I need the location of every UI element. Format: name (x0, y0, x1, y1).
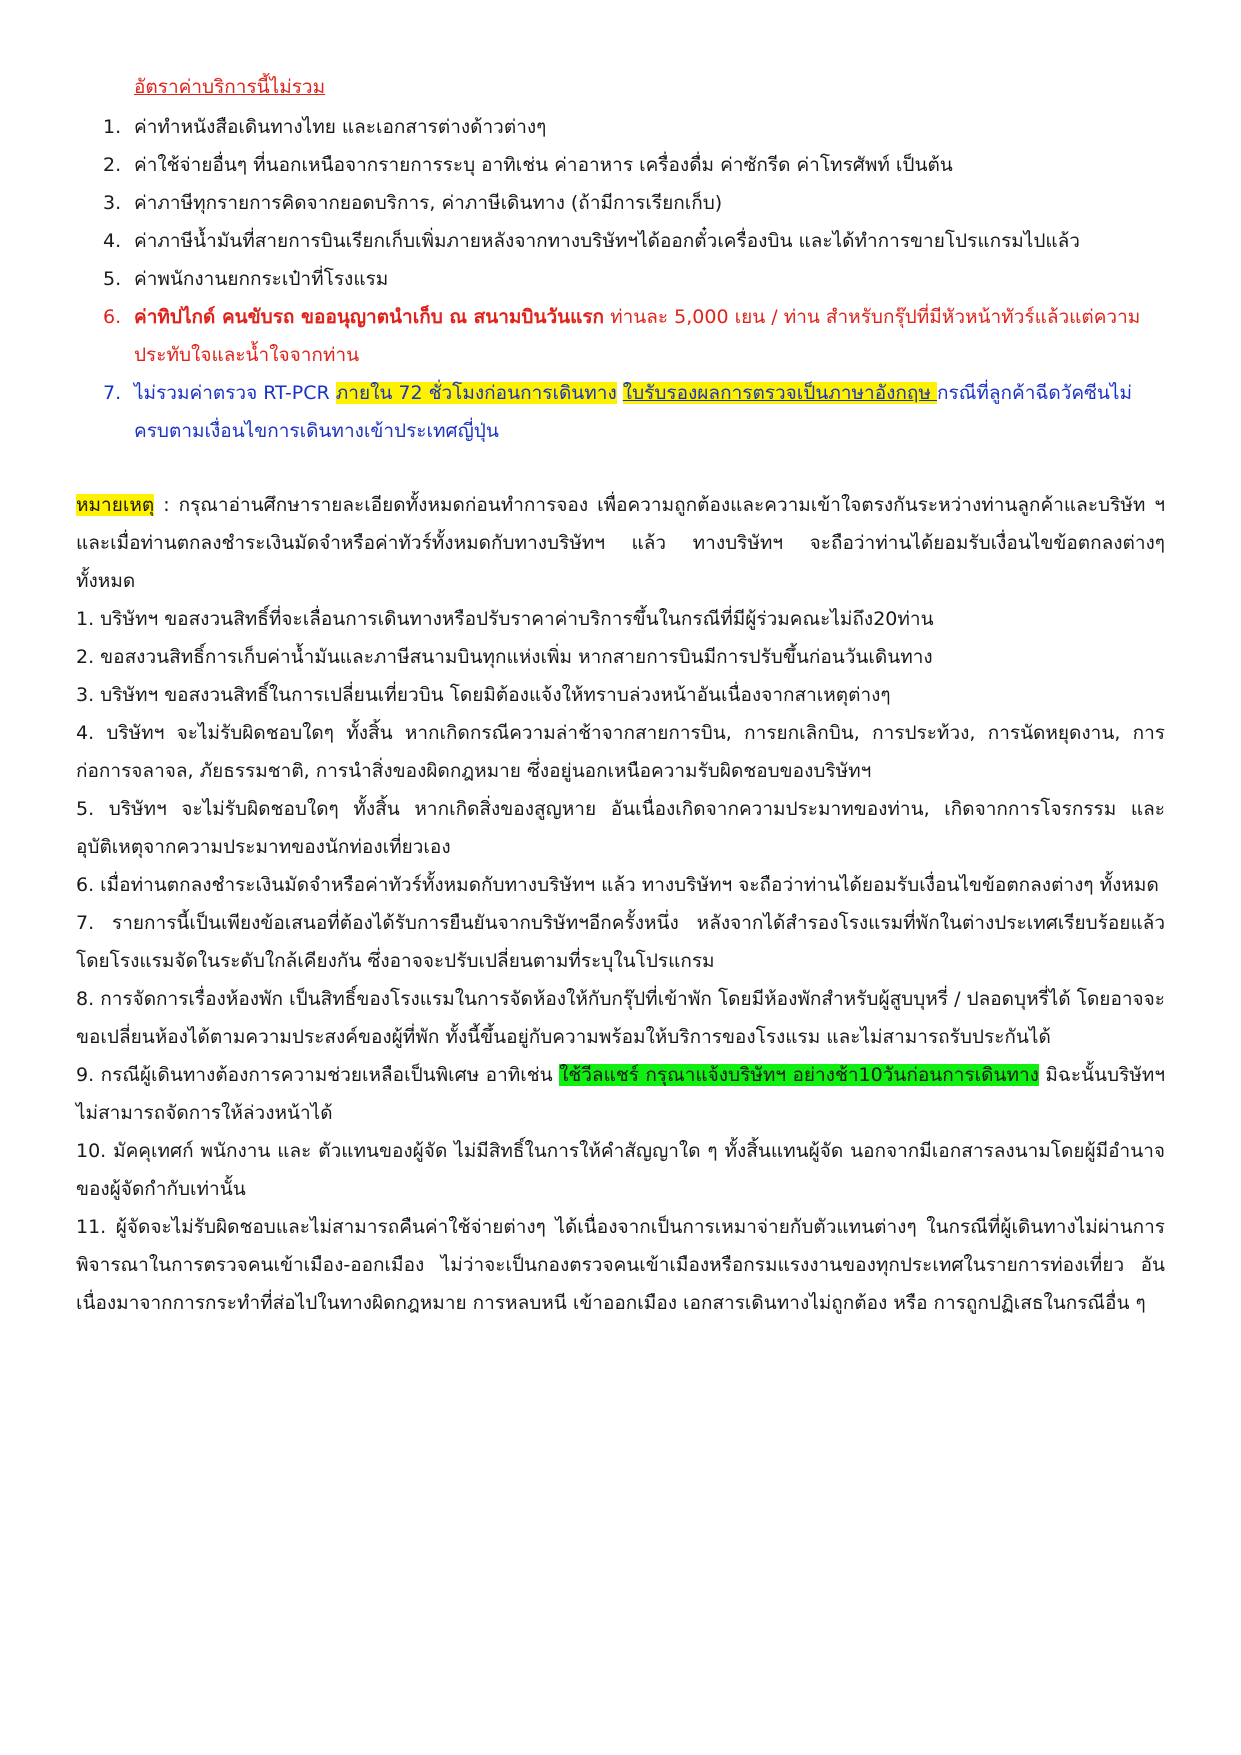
list-number: 4. (103, 230, 122, 252)
remark-item: 10. มัคคุเทศก์ พนักงาน และ ตัวแทนของผู้จัด ไม่มีสิทธิ์ในการให้คำสัญญาใด ๆ ทั้งสิ้นแทนผู้จัด นอกจากมีเอกสารลงนามโดยผู้มีอำนาจของผู้จัดกำกับเท่านั้น (76, 1140, 1165, 1200)
list-item (103, 146, 1165, 184)
wheelchair-highlight: ใช้วีลแชร์ กรุณาแจ้งบริษัทฯ อย่างช้า10วันก่อนการเดินทาง (559, 1064, 1039, 1086)
tip-guide-bold-text: ค่าทิปไกด์ คนขับรถ ขออนุญาตนำเก็บ ณ สนามบินวันแรก (134, 306, 605, 328)
remark-item: 6. เมื่อท่านตกลงชำระเงินมัดจำหรือค่าทัวร์ทั้งหมดกับทางบริษัทฯ แล้ว ทางบริษัทฯ จะถือว่าท่านได้ยอมรับเงื่อนไขข้อตกลงต่างๆ ทั้งหมด (76, 874, 1159, 896)
remarks-section (76, 486, 1165, 1322)
rt-pcr-highlight-72h: ภายใน 72 ชั่วโมงก่อนการเดินทาง (335, 382, 617, 404)
spacer-text (617, 382, 623, 404)
remarks-intro-text: : กรุณาอ่านศึกษารายละเอียดทั้งหมดก่อนทำการจอง เพื่อความถูกต้องและความเข้าใจตรงกันระหว่างท่านลูกค้าและบริษัท ฯ และเมื่อท่านตกลงชำระเงินมัดจำหรือค่าทัวร์ทั้งหมดกับทางบริษัทฯ แล้ว ทางบริษัทฯ จะถือว่าท่านได้ยอมรับเงื่อนไขข้อตกลงต่างๆ ทั้งหมด (76, 494, 1165, 592)
list-number: 1. (103, 116, 122, 138)
list-item (103, 222, 1165, 260)
list-text: ค่าทำหนังสือเดินทางไทย และเอกสารต่างด้าวต่างๆ (134, 116, 547, 138)
remark-item: 5. บริษัทฯ จะไม่รับผิดชอบใดๆ ทั้งสิ้น หากเกิดสิ่งของสูญหาย อันเนื่องเกิดจากความประมาทของท่าน, เกิดจากการโจรกรรม และอุบัติเหตุจากความประมาทของนักท่องเที่ยวเอง (76, 798, 1165, 858)
remark-item: 2. ขอสงวนสิทธิ์การเก็บค่าน้ำมันและภาษีสนามบินทุกแห่งเพิ่ม หากสายการบินมีการปรับขึ้นก่อนวันเดินทาง (76, 646, 933, 668)
list-text: ค่าภาษีน้ำมันที่สายการบินเรียกเก็บเพิ่มภายหลังจากทางบริษัทฯได้ออกตั๋วเครื่องบิน และได้ทำการขายโปรแกรมไปแล้ว (134, 230, 1080, 252)
exclusions-list (76, 108, 1165, 450)
list-number: 5. (103, 268, 122, 290)
list-item (103, 108, 1165, 146)
list-item (103, 260, 1165, 298)
rt-pcr-text: ไม่รวมค่าตรวจ RT-PCR (134, 382, 336, 404)
remark-item: 4. บริษัทฯ จะไม่รับผิดชอบใดๆ ทั้งสิ้น หากเกิดกรณีความล่าช้าจากสายการบิน, การยกเลิกบิน, การประท้วง, การนัดหยุดงาน, การก่อการจลาจล, ภัยธรรมชาติ, การนำสิ่งของผิดกฎหมาย ซึ่งอยู่นอกเหนือความรับผิดชอบของบริษัทฯ (76, 722, 1165, 782)
remark-item: 11. ผู้จัดจะไม่รับผิดชอบและไม่สามารถคืนค่าใช้จ่ายต่างๆ ได้เนื่องจากเป็นการเหมาจ่ายกับตัวแทนต่างๆ ในกรณีที่ผู้เดินทางไม่ผ่านการพิจารณาในการตรวจคนเข้าเมือง-ออกเมือง ไม่ว่าจะเป็นกองตรวจคนเข้าเมืองหรือกรมแรงงานของทุกประเทศในรายการท่องเที่ยว อันเนื่องมาจากการกระทำที่ส่อไปในทางผิดกฎหมาย การหลบหนี เข้าออกเมือง เอกสารเดินทางไม่ถูกต้อง หรือ การถูกปฏิเสธในกรณีอื่น ๆ (76, 1216, 1165, 1314)
rt-pcr-tail-text: กรณีที่ลูกค้าฉีดวัคซีนไม่ครบตามเงื่อนไขการเดินทางเข้าประเทศญี่ปุ่น (134, 382, 1132, 442)
list-text: ค่าใช้จ่ายอื่นๆ ที่นอกเหนือจากรายการระบุ อาทิเช่น ค่าอาหาร เครื่องดื่ม ค่าซักรีด ค่าโทรศัพท์ เป็นต้น (134, 154, 953, 176)
remark-item: 1. บริษัทฯ ขอสงวนสิทธิ์ที่จะเลื่อนการเดินทางหรือปรับราคาค่าบริการขึ้นในกรณีที่มีผู้ร่วมคณะไม่ถึง20ท่าน (76, 608, 934, 630)
list-number: 6. (103, 306, 122, 328)
list-number: 3. (103, 192, 122, 214)
remarks-label: หมายเหตุ (76, 494, 155, 516)
wheelchair-pre-text: 9. กรณีผู้เดินทางต้องการความช่วยเหลือเป็นพิเศษ อาทิเช่น (76, 1064, 560, 1086)
list-number: 2. (103, 154, 122, 176)
rt-pcr-highlight-english-cert: ใบรับรองผลการตรวจเป็นภาษาอังกฤษ (622, 382, 937, 404)
list-text: ค่าภาษีทุกรายการคิดจากยอดบริการ, ค่าภาษีเดินทาง (ถ้ามีการเรียกเก็บ) (134, 192, 723, 214)
tip-guide-item (103, 298, 1165, 374)
list-item (103, 184, 1165, 222)
remark-item-wheelchair (76, 1056, 1165, 1132)
exclusions-heading: อัตราค่าบริการนี้ไม่รวม (134, 76, 326, 98)
list-text: ค่าพนักงานยกกระเป๋าที่โรงแรม (134, 268, 389, 290)
remarks-intro (76, 486, 1165, 600)
tip-guide-rest-text: ท่านละ 5,000 เยน / ท่าน สำหรับกรุ๊ปที่มีหัวหน้าทัวร์แล้วแต่ความประทับใจและน้ำใจจากท่าน (134, 306, 1141, 366)
remark-item: 3. บริษัทฯ ขอสงวนสิทธิ์ในการเปลี่ยนเที่ยวบิน โดยมิต้องแจ้งให้ทราบล่วงหน้าอันเนื่องจากสาเหตุต่างๆ (76, 684, 891, 706)
list-number: 7. (103, 382, 122, 404)
wheelchair-post-text: มิฉะนั้นบริษัทฯไม่สามารถจัดการให้ล่วงหน้าได้ (76, 1064, 1165, 1124)
remark-item: 8. การจัดการเรื่องห้องพัก เป็นสิทธิ์ของโรงแรมในการจัดห้องให้กับกรุ๊ปที่เข้าพัก โดยมีห้องพักสำหรับผู้สูบบุหรี่ / ปลอดบุหรี่ได้ โดยอาจจะขอเปลี่ยนห้องได้ตามความประสงค์ของผู้ที่พัก ทั้งนี้ขึ้นอยู่กับความพร้อมให้บริการของโรงแรม และไม่สามารถรับประกันได้ (76, 988, 1165, 1048)
remark-item: 7. รายการนี้เป็นเพียงข้อเสนอที่ต้องได้รับการยืนยันจากบริษัทฯอีกครั้งหนึ่ง หลังจากได้สำรองโรงแรมที่พักในต่างประเทศเรียบร้อยแล้ว โดยโรงแรมจัดในระดับใกล้เคียงกัน ซึ่งอาจจะปรับเปลี่ยนตามที่ระบุในโปรแกรม (76, 912, 1165, 972)
rt-pcr-item (103, 374, 1165, 450)
